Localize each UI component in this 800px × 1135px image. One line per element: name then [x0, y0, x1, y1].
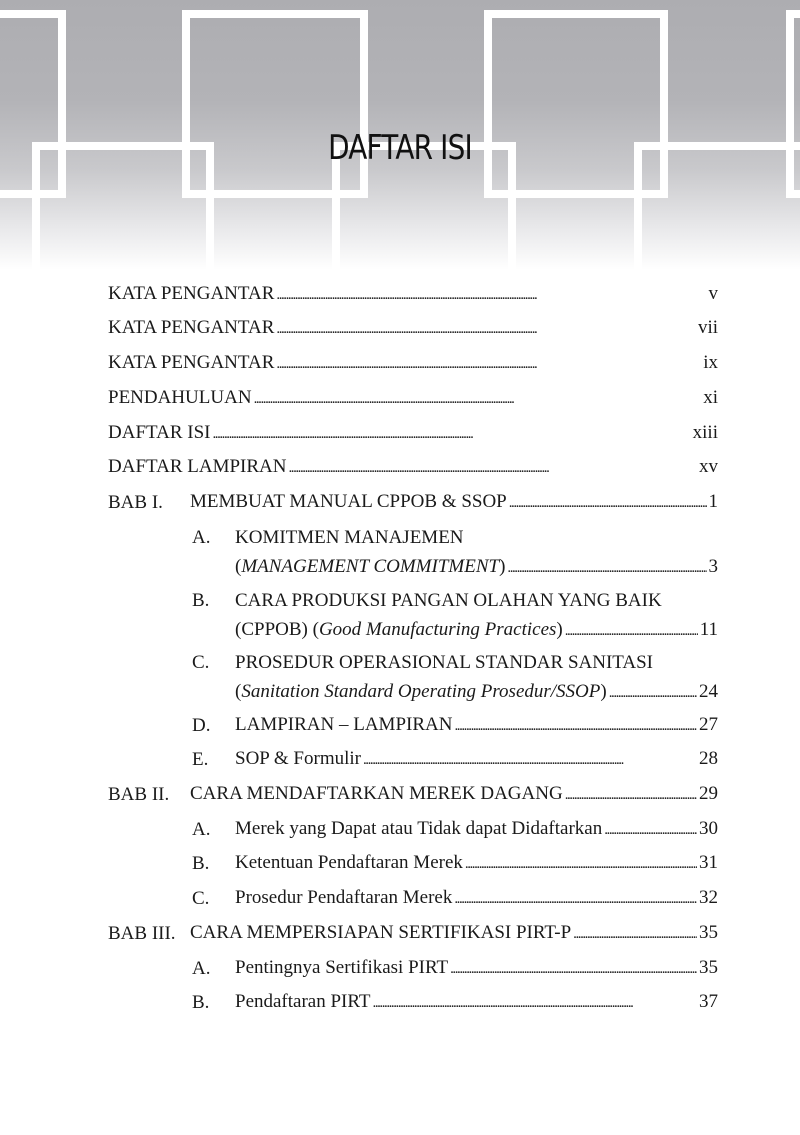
section-title: LAMPIRAN – LAMPIRAN — [235, 714, 453, 735]
toc-section-entry — [235, 556, 718, 586]
section-title-line1: PROSEDUR OPERASIONAL STANDAR SANITASI — [235, 652, 653, 673]
section-letter: B. — [192, 992, 210, 1013]
section-letter: A. — [192, 527, 211, 548]
toc-entry-page: 24 — [699, 681, 718, 702]
dot-leader — [509, 491, 707, 513]
section-title-line1: CARA PRODUKSI PANGAN OLAHAN YANG BAIK — [235, 590, 662, 611]
toc-entry-page: 30 — [699, 818, 718, 839]
dot-leader — [609, 681, 697, 703]
section-title-line2 — [235, 681, 607, 703]
toc-entry-label: KATA PENGANTAR — [108, 352, 275, 373]
toc-entry-page: 35 — [699, 922, 718, 943]
section-title-line1: KOMITMEN MANAJEMEN — [235, 527, 464, 548]
toc-entry-page: vii — [697, 317, 718, 338]
toc-entry — [108, 387, 718, 417]
dot-leader — [276, 317, 696, 339]
section-letter: D. — [192, 715, 211, 736]
dot-leader — [363, 748, 697, 770]
toc-entry-label: DAFTAR ISI — [108, 422, 211, 443]
toc-section-entry — [235, 887, 718, 917]
paren-open: (CPPOB) ( — [235, 619, 319, 640]
toc-entry-label: KATA PENGANTAR — [108, 317, 275, 338]
toc-chapter-entry — [190, 922, 718, 952]
toc-entry — [108, 456, 718, 486]
section-title-line2 — [235, 556, 505, 578]
toc-section-entry — [235, 681, 718, 711]
dot-leader — [465, 852, 697, 874]
toc-entry-page: ix — [703, 352, 718, 373]
toc-entry-page: v — [708, 283, 718, 304]
toc-entry-page: 27 — [699, 714, 718, 735]
section-title-line2 — [235, 619, 563, 641]
paren-close: ) — [600, 681, 607, 702]
section-title: SOP & Formulir — [235, 748, 361, 769]
toc-entry — [108, 352, 718, 382]
dot-leader — [212, 422, 690, 444]
toc-section-entry — [235, 957, 718, 987]
toc-entry-label: DAFTAR LAMPIRAN — [108, 456, 287, 477]
paren-open: ( — [235, 681, 242, 702]
dot-leader — [276, 283, 706, 305]
paren-close: ) — [499, 556, 506, 577]
section-title-italic: Good Manufacturing Practices — [318, 619, 557, 640]
toc-entry-page: 29 — [699, 783, 718, 804]
section-letter: B. — [192, 853, 210, 874]
toc-entry-page: 32 — [699, 887, 718, 908]
toc-entry-page: xv — [699, 456, 718, 477]
dot-leader — [565, 619, 698, 641]
toc-entry-page: xi — [703, 387, 718, 408]
dot-leader — [276, 352, 701, 374]
toc-section-entry — [235, 991, 718, 1021]
toc-section-entry — [235, 714, 718, 744]
toc-entry-page: 28 — [699, 748, 718, 769]
toc-entry-page: 35 — [699, 957, 718, 978]
section-title-italic: Sanitation Standard Operating Prosedur/SSOP — [241, 681, 601, 702]
toc-chapter-entry — [190, 783, 718, 813]
chapter-number: BAB III. — [108, 923, 176, 944]
toc-entry-label: PENDAHULUAN — [108, 387, 252, 408]
dot-leader — [450, 957, 697, 979]
chapter-title: MEMBUAT MANUAL CPPOB & SSOP — [190, 491, 507, 512]
dot-leader — [573, 922, 697, 944]
toc-entry-page: 3 — [708, 556, 718, 577]
section-title-italic: MANAGEMENT COMMITMENT — [241, 556, 500, 577]
toc-entry — [108, 422, 718, 452]
dot-leader — [254, 387, 702, 409]
paren-close: ) — [556, 619, 563, 640]
page-title: DAFTAR ISI — [328, 128, 472, 168]
toc-entry-page: 31 — [699, 852, 718, 873]
toc-entry-page: 1 — [708, 491, 718, 512]
section-title: Prosedur Pendaftaran Merek — [235, 887, 453, 908]
toc-entry-label: KATA PENGANTAR — [108, 283, 275, 304]
toc-entry-page: xiii — [692, 422, 718, 443]
section-title: Pentingnya Sertifikasi PIRT — [235, 957, 449, 978]
section-letter: C. — [192, 652, 210, 673]
paren-open: ( — [235, 556, 242, 577]
toc-entry — [108, 283, 718, 313]
section-title: Merek yang Dapat atau Tidak dapat Didaftarkan — [235, 818, 603, 839]
dot-leader — [454, 714, 697, 736]
toc-entry-page: 11 — [699, 619, 718, 640]
chapter-title: CARA MENDAFTARKAN MEREK DAGANG — [190, 783, 563, 804]
dot-leader — [565, 783, 697, 805]
dot-leader — [288, 456, 697, 478]
toc-section-entry — [235, 619, 718, 649]
section-letter: C. — [192, 888, 210, 909]
section-title: Ketentuan Pendaftaran Merek — [235, 852, 463, 873]
dot-leader — [507, 556, 706, 578]
toc-section-entry — [235, 748, 718, 778]
dot-leader — [604, 818, 697, 840]
toc-entry — [108, 317, 718, 347]
section-title: Pendaftaran PIRT — [235, 991, 371, 1012]
toc-section-entry — [235, 818, 718, 848]
section-letter: A. — [192, 958, 211, 979]
toc-chapter-entry — [190, 491, 718, 521]
section-letter: A. — [192, 819, 211, 840]
toc-entry-page: 37 — [699, 991, 718, 1012]
chapter-number: BAB I. — [108, 492, 163, 513]
chapter-number: BAB II. — [108, 784, 170, 805]
dot-leader — [454, 887, 697, 909]
chapter-title: CARA MEMPERSIAPAN SERTIFIKASI PIRT-P — [190, 922, 572, 943]
section-letter: E. — [192, 749, 209, 770]
dot-leader — [373, 991, 697, 1013]
section-letter: B. — [192, 590, 210, 611]
toc-section-entry — [235, 852, 718, 882]
